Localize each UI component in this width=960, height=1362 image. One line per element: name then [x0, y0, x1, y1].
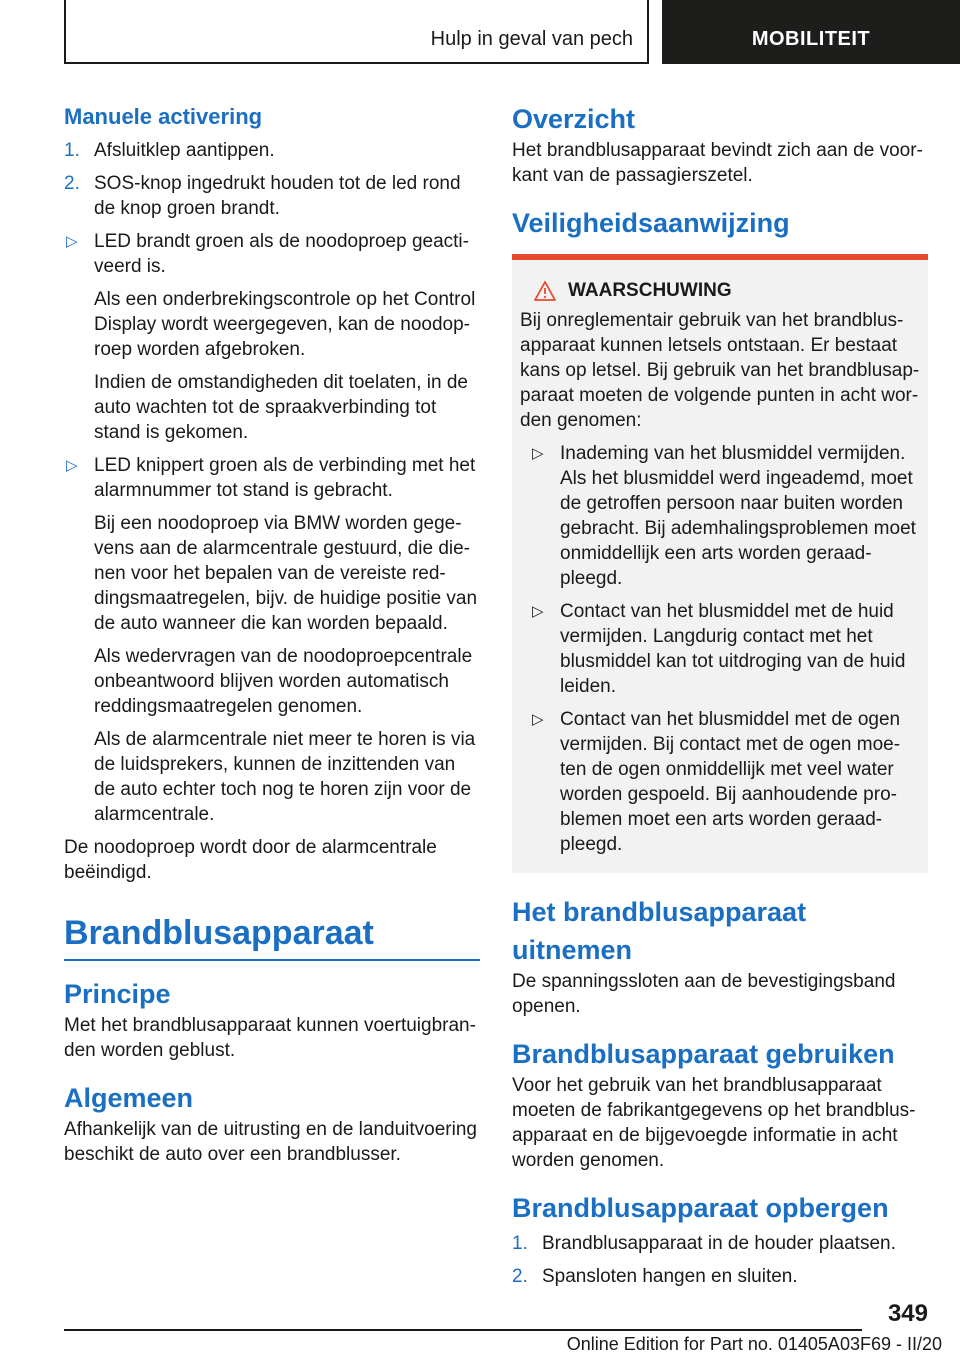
- manual-activation-heading: Manuele activering: [64, 104, 263, 129]
- warning-text: Bij onreglementair gebruik van het brandblus‐ apparaat kunnen letsels ontstaan. Er bestaat kans op letsel. Bij gebruik van het brandblusap‐ paraat moeten de volgende punten in acht wor‐ den genomen:: [520, 310, 920, 431]
- header-section-title: Hulp in geval van pech: [430, 28, 633, 50]
- warning-triangle-icon: [534, 281, 556, 301]
- uitnemen-text: De spanningssloten aan de bevestigingsband openen.: [512, 971, 896, 1017]
- list-item: ▷ LED brandt groen als de noodoproep geacti‐ veerd is. Als een onderbrekingscontrole op het Control Display wordt weergegeven, kan de noodop‐ roep worden afgebroken. Indien de omstandigheden dit toelaten, in de auto wachten tot de spraakverbinding tot stand is gekomen.: [66, 231, 476, 443]
- header-chapter-title: MOBILITEIT: [751, 28, 871, 50]
- gebruiken-text: Voor het gebruik van het brandblusapparaat moeten de fabrikantgegevens op het brandblus‐ apparaat en de bijgevoegde informatie in acht worden genomen.: [512, 1075, 916, 1171]
- triangle-bullet-icon: ▷: [532, 711, 544, 728]
- warning-title: WAARSCHUWING: [534, 278, 920, 304]
- left-column: [64, 100, 480, 1167]
- algemeen-text: Afhankelijk van de uitrusting en de landuitvoering beschikt de auto over een brandblusser.: [64, 1119, 477, 1165]
- main-heading: Brandblusapparaat: [64, 914, 374, 952]
- opbergen-heading: Brandblusapparaat opbergen: [512, 1193, 889, 1223]
- triangle-bullet-icon: ▷: [66, 233, 78, 250]
- list-item: 2. SOS-knop ingedrukt houden tot de led rond de knop groen brandt.: [64, 173, 461, 219]
- principe-heading: Principe: [64, 979, 171, 1009]
- veiligheid-heading: Veiligheidsaanwijzing: [512, 208, 790, 238]
- opbergen-steps-list: [512, 1231, 928, 1289]
- footer-divider: [64, 1329, 862, 1331]
- triangle-bullet-icon: ▷: [532, 603, 544, 620]
- overzicht-heading: Overzicht: [512, 104, 636, 134]
- overzicht-text: Het brandblusapparaat bevindt zich aan de voor‐ kant van de passagierszetel.: [512, 140, 923, 186]
- footer-edition: Online Edition for Part no. 01405A03F69 - II/20: [566, 1334, 942, 1354]
- manual-steps-list: [64, 138, 480, 221]
- led-status-list: [64, 229, 480, 827]
- end-text: De noodoproep wordt door de alarmcentrale beëindigd.: [64, 837, 437, 883]
- warning-box: [512, 254, 928, 873]
- list-item: ▷ LED knippert groen als de verbinding met het alarmnummer tot stand is gebracht. Bij een noodoproep via BMW worden gege‐ vens aan de alarmcentrale gestuurd, die die‐ nen voor het bepalen van de vereiste red‐ dingsmaatregelen, bijv. de huidige positie van de auto wanneer die kan worden bepaald. Als wedervragen van de noodoproepcentrale onbeantwoord blijven worden automatisch reddingsmaatregelen genomen. Als de alarmcentrale niet meer te horen is via de luidsprekers, kunnen de inzittenden van de auto echter toch nog te horen zijn voor de alarmcentrale.: [66, 455, 478, 825]
- triangle-bullet-icon: ▷: [66, 457, 78, 474]
- header-section-box: [64, 0, 649, 64]
- gebruiken-heading: Brandblusapparaat gebruiken: [512, 1039, 895, 1069]
- header-chapter-tab: [662, 0, 960, 64]
- warning-list: [530, 441, 920, 857]
- right-column: [512, 100, 928, 1297]
- list-item: ▷ Contact van het blusmiddel met de ogen vermijden. Bij contact met de ogen moe‐ ten de ogen onmiddellijk met veel water worden gespoeld. Bij aanhoudende pro‐ blemen moet een arts worden geraad‐ pleegd.: [532, 709, 901, 855]
- list-item: ▷ Contact van het blusmiddel met de huid vermijden. Langdurig contact met het blusmiddel kan tot uitdroging van de huid leiden.: [532, 601, 906, 697]
- list-item: 2. Spansloten hangen en sluiten.: [512, 1266, 798, 1287]
- triangle-bullet-icon: ▷: [532, 445, 544, 462]
- principe-text: Met het brandblusapparaat kunnen voertuigbran‐ den worden geblust.: [64, 1015, 476, 1061]
- uitnemen-heading: Het brandblusapparaat uitnemen: [512, 897, 807, 965]
- list-item: 1. Afsluitklep aantippen.: [64, 140, 275, 161]
- page-number: 349: [887, 1300, 928, 1327]
- list-item: 1. Brandblusapparaat in de houder plaatsen.: [512, 1233, 896, 1254]
- algemeen-heading: Algemeen: [64, 1083, 194, 1113]
- list-item: ▷ Inademing van het blusmiddel vermijden. Als het blusmiddel werd ingeademd, moet de getroffen persoon naar buiten worden gebracht. Bij ademhalingsproblemen moet onmiddellijk een arts worden geraad‐ pleegd.: [532, 443, 916, 589]
- heading-divider: [64, 959, 480, 961]
